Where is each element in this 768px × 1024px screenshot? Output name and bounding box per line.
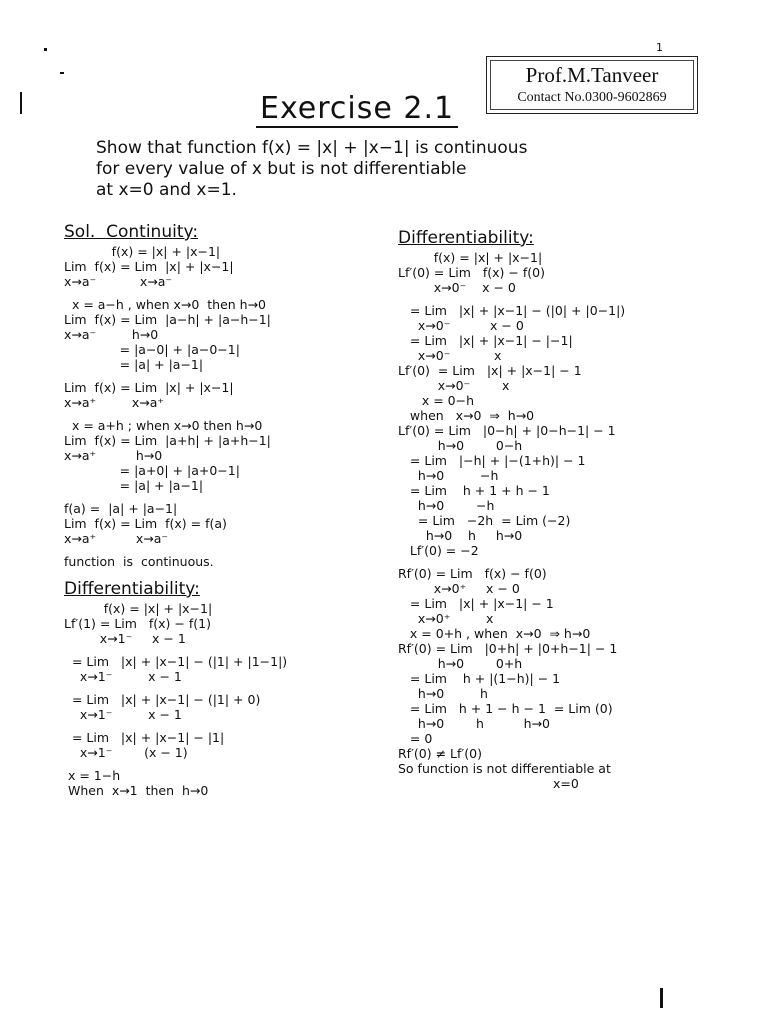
line-gap bbox=[64, 569, 384, 577]
solution-left-column bbox=[64, 220, 384, 798]
line-gap bbox=[398, 558, 748, 566]
scan-speck bbox=[660, 988, 663, 1008]
math-line: = 0 bbox=[398, 731, 433, 746]
line-gap bbox=[64, 684, 384, 692]
math-line: x→a⁺ h→0 bbox=[64, 448, 163, 463]
author-stamp bbox=[486, 56, 698, 114]
math-line: = Lim |x| + |x−1| − |1| bbox=[64, 730, 225, 745]
math-line: x→a⁻ h→0 bbox=[64, 327, 159, 342]
math-line: h→0 h bbox=[398, 686, 488, 701]
math-line: x→a⁺ x→a⁺ bbox=[64, 395, 165, 410]
line-gap bbox=[64, 722, 384, 730]
problem-line: Show that function f(x) = |x| + |x−1| is continuous bbox=[96, 138, 528, 158]
math-line: Rf′(0) ≠ Lf′(0) bbox=[398, 746, 482, 761]
math-line: = Lim |−h| + |−(1+h)| − 1 bbox=[398, 453, 586, 468]
math-line: when x→0 ⇒ h→0 bbox=[398, 408, 535, 423]
math-line: h→0 −h bbox=[398, 468, 499, 483]
math-line: h→0 0−h bbox=[398, 438, 523, 453]
math-line: Lf′(0) = Lim |x| + |x−1| − 1 bbox=[398, 363, 582, 378]
problem-line: at x=0 and x=1. bbox=[96, 180, 237, 200]
scan-speck bbox=[20, 92, 22, 114]
math-line: x→0⁺ x bbox=[398, 611, 494, 626]
math-line: So function is not differentiable at bbox=[398, 761, 611, 776]
math-line: x→a⁺ x→a⁻ bbox=[64, 531, 168, 546]
math-line: x→0⁻ x − 0 bbox=[398, 318, 524, 333]
math-line: When x→1 then h→0 bbox=[64, 783, 209, 798]
math-line: = |a−0| + |a−0−1| bbox=[64, 342, 240, 357]
math-line: f(x) = |x| + |x−1| bbox=[64, 244, 221, 259]
math-line: Lf′(1) = Lim f(x) − f(1) bbox=[64, 616, 211, 631]
math-line: x→1⁻ x − 1 bbox=[64, 707, 182, 722]
math-line: h→0 h h→0 bbox=[398, 716, 551, 731]
math-line: Lf′(0) = −2 bbox=[398, 543, 479, 558]
line-gap bbox=[398, 295, 748, 303]
math-line: x = a−h , when x→0 then h→0 bbox=[64, 297, 267, 312]
section-heading: Differentiability: bbox=[64, 579, 200, 599]
math-line: f(a) = |a| + |a−1| bbox=[64, 501, 178, 516]
author-name: Prof.M.Tanveer bbox=[525, 63, 659, 87]
math-line: h→0 −h bbox=[398, 498, 495, 513]
math-line: = Lim |x| + |x−1| − (|1| + 0) bbox=[64, 692, 261, 707]
math-line: Lim f(x) = Lim |x| + |x−1| bbox=[64, 380, 234, 395]
math-line: x = 0−h bbox=[398, 393, 475, 408]
math-line: = |a+0| + |a+0−1| bbox=[64, 463, 240, 478]
math-line: Lf′(0) = Lim |0−h| + |0−h−1| − 1 bbox=[398, 423, 616, 438]
math-line: x→1⁻ x − 1 bbox=[64, 631, 186, 646]
math-line: x = a+h ; when x→0 then h→0 bbox=[64, 418, 263, 433]
math-line: Lim f(x) = Lim |a−h| + |a−h−1| bbox=[64, 312, 271, 327]
math-line: Lf′(0) = Lim f(x) − f(0) bbox=[398, 265, 545, 280]
math-line: x→1⁻ (x − 1) bbox=[64, 745, 188, 760]
math-line: x = 0+h , when x→0 ⇒ h→0 bbox=[398, 626, 591, 641]
math-line: Lim f(x) = Lim |a+h| + |a+h−1| bbox=[64, 433, 271, 448]
math-line: function is continuous. bbox=[64, 554, 214, 569]
exercise-title: Exercise 2.1 bbox=[256, 92, 458, 128]
math-line: f(x) = |x| + |x−1| bbox=[64, 601, 213, 616]
line-gap bbox=[64, 289, 384, 297]
math-line: x = 1−h bbox=[64, 768, 121, 783]
math-line: x→a⁻ x→a⁻ bbox=[64, 274, 172, 289]
math-line: Lim f(x) = Lim |x| + |x−1| bbox=[64, 259, 234, 274]
section-heading: Differentiability: bbox=[398, 228, 534, 248]
author-contact: Contact No.0300-9602869 bbox=[517, 90, 667, 105]
math-line: = Lim h + |(1−h)| − 1 bbox=[398, 671, 561, 686]
math-line: = Lim h + 1 + h − 1 bbox=[398, 483, 550, 498]
line-gap bbox=[64, 372, 384, 380]
scan-speck bbox=[60, 72, 64, 74]
math-line: Rf′(0) = Lim f(x) − f(0) bbox=[398, 566, 547, 581]
section-heading: Sol. Continuity: bbox=[64, 222, 199, 242]
math-line: x→0⁺ x − 0 bbox=[398, 581, 520, 596]
math-line: = Lim |x| + |x−1| − |−1| bbox=[398, 333, 573, 348]
math-line: = Lim −2h = Lim (−2) bbox=[398, 513, 571, 528]
math-line: = Lim |x| + |x−1| − (|1| + |1−1|) bbox=[64, 654, 288, 669]
problem-statement bbox=[96, 138, 736, 201]
line-gap bbox=[64, 546, 384, 554]
math-line: Lim f(x) = Lim f(x) = f(a) bbox=[64, 516, 227, 531]
scan-speck bbox=[44, 48, 47, 51]
math-line: = |a| + |a−1| bbox=[64, 357, 204, 372]
line-gap bbox=[64, 646, 384, 654]
math-line: Rf′(0) = Lim |0+h| + |0+h−1| − 1 bbox=[398, 641, 618, 656]
math-line: = Lim h + 1 − h − 1 = Lim (0) bbox=[398, 701, 613, 716]
math-line: x→0⁻ x bbox=[398, 378, 510, 393]
math-line: x→1⁻ x − 1 bbox=[64, 669, 182, 684]
line-gap bbox=[64, 760, 384, 768]
math-line: = Lim |x| + |x−1| − 1 bbox=[398, 596, 554, 611]
page-number: 1 bbox=[656, 41, 663, 54]
line-gap bbox=[64, 410, 384, 418]
math-line: f(x) = |x| + |x−1| bbox=[398, 250, 543, 265]
line-gap bbox=[64, 493, 384, 501]
solution-right-column bbox=[398, 226, 748, 791]
math-line: h→0 h h→0 bbox=[398, 528, 523, 543]
math-line: x→0⁻ x − 0 bbox=[398, 280, 516, 295]
math-line: = Lim |x| + |x−1| − (|0| + |0−1|) bbox=[398, 303, 626, 318]
math-line: h→0 0+h bbox=[398, 656, 523, 671]
problem-line: for every value of x but is not differentiable bbox=[96, 159, 467, 179]
math-line: x=0 bbox=[398, 776, 579, 791]
math-line: x→0⁻ x bbox=[398, 348, 502, 363]
math-line: = |a| + |a−1| bbox=[64, 478, 204, 493]
